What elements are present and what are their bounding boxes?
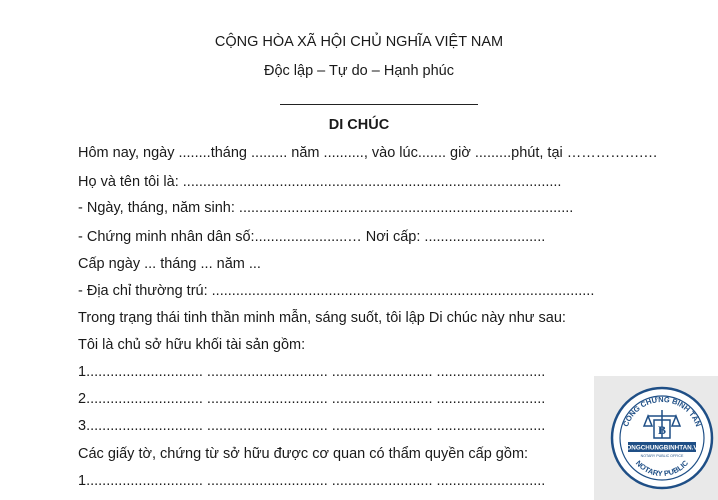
svg-text:CONGCHUNGBINHTAN.VN: CONGCHUNGBINHTAN.VN [621,444,703,452]
asset-item-3: 3............................. .............................. ......................... ........................... [78,418,546,434]
header-divider [280,104,478,105]
assets-heading: Tôi là chủ sở hữu khối tài sản gồm: [78,337,306,353]
declaration-line: Trong trạng thái tinh thần minh mẫn, sáng suốt, tôi lập Di chúc này như sau: [78,310,566,326]
national-motto: Độc lập – Tự do – Hạnh phúc [263,63,454,79]
address-line: - Địa chỉ thường trú: ............................................................................................... [78,283,595,299]
asset-item-1: 1............................. .............................. ......................... ........................... [78,364,546,380]
document-title: DI CHÚC [328,117,390,133]
id-number-line: - Chứng minh nhân dân số:.......................… Nơi cấp: .............................. [78,229,546,245]
asset-item-2: 2............................. .............................. ......................... ........................... [78,391,546,407]
svg-text:CÔNG CHỨNG BÌNH TÂN: CÔNG CHỨNG BÌNH TÂN [621,394,703,428]
svg-text:NOTARY PUBLIC OFFICE: NOTARY PUBLIC OFFICE [640,454,684,458]
issue-date-line: Cấp ngày ... tháng ... năm ... [78,256,261,272]
date-line: Hôm nay, ngày ........tháng ......... năm .........., vào lúc....... giờ .........phút, tại …………….… [78,145,658,161]
document-item-1: 1............................. .............................. ......................... ........................... [78,473,546,489]
notary-seal-icon [610,386,714,490]
birth-date-line: - Ngày, tháng, năm sinh: ................................................................................... [78,200,574,216]
notary-watermark [594,376,718,500]
documents-heading: Các giấy tờ, chứng từ sở hữu được cơ quan có thẩm quyền cấp gồm: [78,446,529,462]
full-name-line: Họ và tên tôi là: .............................................................................................. [78,174,562,190]
country-header: CỘNG HÒA XÃ HỘI CHỦ NGHĨA VIỆT NAM [214,34,504,50]
svg-text:NOTARY PUBLIC: NOTARY PUBLIC [633,458,691,479]
svg-text:B: B [657,423,667,437]
